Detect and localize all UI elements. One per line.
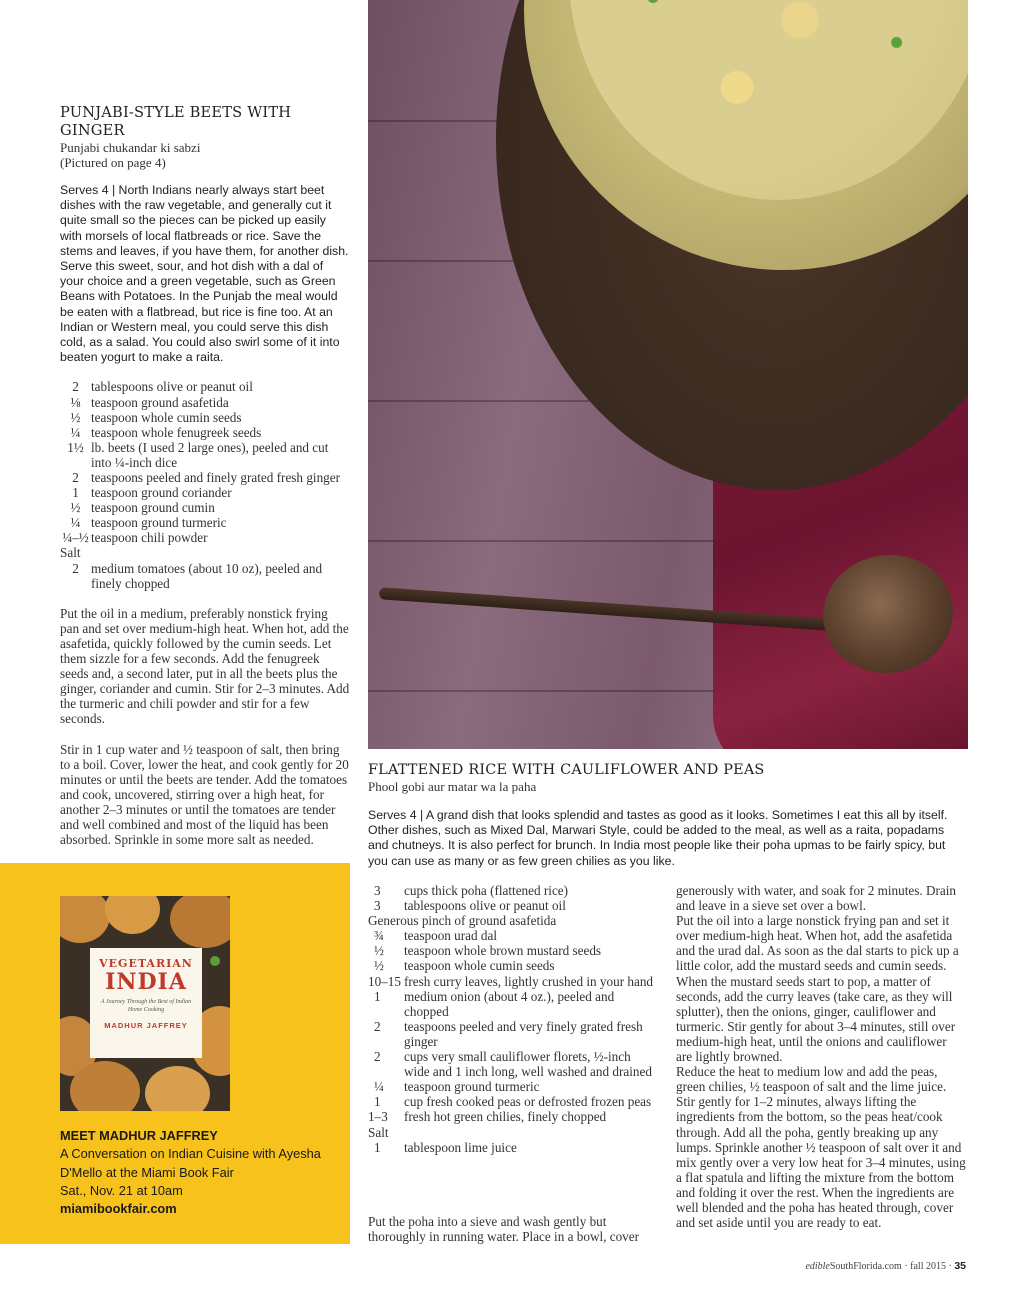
serves-label: Serves 4 | [368,808,424,822]
ingredient-row [60,545,350,560]
ingredient-text: teaspoon chili powder [91,530,208,546]
ingredient-text: teaspoon ground cumin [91,500,215,516]
ingredient-qty: 1 [374,988,381,1004]
ingredient-qty: ¼ [70,515,81,531]
ingredient-text: cup fresh cooked peas or defrosted frozen peas [404,1094,652,1110]
ingredient-qty: ½ [70,409,81,425]
method-step: Put the oil into a large nonstick frying pan and set it over medium-high heat. When hot, add the asafetida and the urad dal. As soon as the dal starts to pick up a little color, add the mustard seeds and cumin seeds. When the mustard seeds start to pop, a matter of seconds, add the curry leaves (take care, as they will splutter), then the onions, ginger, cauliflower and turmeric. Stir gently for about 3–4 minutes, still over medium-high heat, until the onions and cauliflower are lightly browned. [676,913,959,1065]
ingredient-qty: 10–15 [368,973,401,989]
recipe-note: (Pictured on page 4) [60,155,166,170]
book-tagline: A Journey Through the Best of Indian Home Cooking [100,999,192,1013]
ingredient-text: medium onion (about 4 oz.), peeled and chopped [404,988,615,1019]
ingredient-text: Generous pinch of ground asafetida [368,913,557,929]
page-footer [805,1260,966,1272]
method-step: generously with water, and soak for 2 minutes. Drain and leave in a sieve set over a bowl. [676,883,957,914]
footer-site: SouthFlorida.com · fall 2015 · [829,1261,952,1272]
ingredient-row [60,425,350,440]
ingredient-qty: 1½ [67,439,84,455]
recipe-subtitle: Punjabi chukandar ki sabzi [60,140,201,155]
book-title-line2: INDIA [105,969,187,995]
ingredient-row [60,440,350,470]
ingredient-text: tablespoon lime juice [404,1139,517,1155]
ingredient-text: cups thick poha (flattened rice) [404,883,569,898]
ingredient-text: teaspoon ground asafetida [91,394,229,410]
event-heading: MEET MADHUR JAFFREY [60,1128,218,1143]
ingredient-list [60,379,350,590]
serves-label: Serves 4 | [60,183,116,197]
ingredient-text: lb. beets (I used 2 large ones), peeled and cut into ¼-inch dice [91,439,329,470]
event-details [60,1127,340,1218]
ingredient-row [60,530,350,545]
ingredient-qty: ⅛ [70,394,81,410]
ingredient-row [368,928,658,943]
ingredient-qty: ¼–½ [62,530,89,546]
ingredient-text: medium tomatoes (about 10 oz), peeled and finely chopped [91,560,323,591]
ingredient-text: teaspoon ground turmeric [404,1079,540,1095]
recipe-intro [60,183,350,365]
ingredient-row [368,989,658,1019]
recipe-intro [368,808,966,869]
poha-dish [569,0,968,200]
ingredient-row [368,1079,658,1094]
ingredient-row [60,395,350,410]
event-promo-box [0,863,350,1244]
ingredient-row [368,1125,658,1140]
book-cover [60,896,230,1111]
wooden-bowl [496,0,968,490]
ingredient-qty: ¾ [374,928,384,944]
ingredient-qty: 1 [374,1139,381,1155]
book-title-card [90,948,202,1058]
ingredient-row [60,470,350,485]
ingredient-row [60,515,350,530]
ingredient-text: teaspoon whole cumin seeds [91,409,242,425]
method-step: Put the poha into a sieve and wash gently but thoroughly in running water. Place in a bowl, cover [368,1214,640,1245]
recipe-beets [60,104,350,847]
method-step: Reduce the heat to medium low and add the peas, green chilies, ½ teaspoon of salt and the lime juice. Stir gently for 1–2 minutes, always lifting the ingredients from the bottom, so the peas heat/cook through. Add all the poha, gently breaking up any lumps. Sprinkle another ½ teaspoon of salt over it and mix gently over a very low heat for 3–4 minutes, using a flat spatula and lifting the mixture from the bottom and folding it over the rest. When the ingredients are well blended and the poha has heated through, cover and set aside until you are ready to eat. [676,1064,966,1231]
ingredient-row [368,1109,658,1124]
intro-text: A grand dish that looks splendid and tastes as good as it looks. Sometimes I eat this all by itself. Other dishes, such as Mixed Dal, Marwari Style, could be added to the meal, as well as a raita, popadams and chutneys. It is also perfect for brunch. In India most people like their poha upmas to be fairly spicy, but you can use as many or as few green chilies as you like. [368,808,948,868]
ingredient-row [60,561,350,591]
event-description: A Conversation on Indian Cuisine with Ayesha D'Mello at the Miami Book Fair [60,1146,321,1180]
ingredient-row [368,1049,658,1079]
recipe-photo [368,0,968,749]
ingredient-row [368,898,658,913]
ingredient-text: teaspoon whole fenugreek seeds [91,424,262,440]
book-author: MADHUR JAFFREY [104,1021,188,1030]
ingredient-text: tablespoons olive or peanut oil [91,379,253,395]
ingredient-list [368,883,658,1155]
ingredient-qty: 2 [374,1018,381,1034]
ingredient-qty: 1 [72,485,79,501]
method-column [676,883,966,1230]
ingredient-qty: 3 [374,898,381,914]
ingredient-qty: 2 [374,1049,381,1065]
ingredient-row [368,913,658,928]
ingredient-text: Salt [60,545,81,561]
ingredient-row [368,1019,658,1049]
book-title-line1: VEGETARIAN [99,957,193,970]
ingredient-text: teaspoon ground turmeric [91,515,227,531]
ingredient-text: teaspoon ground coriander [91,485,232,501]
ingredient-text: teaspoons peeled and very finely grated fresh ginger [404,1018,643,1049]
ingredient-row [60,410,350,425]
page-number: 35 [954,1260,966,1272]
ingredient-text: teaspoons peeled and finely grated fresh ginger [91,470,341,485]
ingredient-row [60,500,350,515]
ingredient-text: cups very small cauliflower florets, ½-inch wide and 1 inch long, well washed and drained [404,1049,652,1080]
method-step: Stir in 1 cup water and ½ teaspoon of salt, then bring to a boil. Cover, lower the heat, and cook gently for 20 minutes or until the beets are tender. Add the tomatoes and cook, uncovered, stirring over a high heat, for another 2–3 minutes or until the tomatoes are tender and well combined and most of the liquid has been absorbed. Sprinkle in some more salt as needed. [60,741,349,848]
ingredient-qty: 2 [72,560,79,576]
ingredient-qty: ½ [374,943,384,959]
ingredient-qty: 1 [374,1094,381,1110]
ingredient-qty: ¼ [70,424,81,440]
ingredient-text: Salt [368,1124,389,1140]
ingredient-text: fresh hot green chilies, finely chopped [404,1109,607,1125]
ingredient-qty: ½ [70,500,81,516]
recipe-subtitle: Phool gobi aur matar wa la paha [368,779,537,794]
recipe-title: PUNJABI-STYLE BEETS WITH GINGER [60,104,292,139]
ingredient-text: teaspoon whole cumin seeds [404,958,555,974]
ingredient-text: fresh curry leaves, lightly crushed in your hand [404,973,654,989]
event-website-link[interactable]: miamibookfair.com [60,1201,177,1217]
ingredient-row [368,1094,658,1109]
event-date: Sat., Nov. 21 at 10am [60,1182,183,1198]
ingredient-text: teaspoon whole brown mustard seeds [404,943,602,959]
ingredient-row [368,958,658,973]
ingredient-qty: 3 [374,883,381,898]
method-step: Put the oil in a medium, preferably nonstick frying pan and set over medium-high heat. When hot, add the asafetida, quickly followed by the cumin seeds. Let them sizzle for a few seconds. Add the fenugreek seeds and, a second later, put in all the beets plus the ginger, coriander and cumin. Stir for 2–3 minutes. Add the turmeric and chili powder and stir for a few seconds. [60,605,350,727]
ingredient-row [60,485,350,500]
ingredient-text: tablespoons olive or peanut oil [404,898,566,914]
footer-brand: edible [805,1261,830,1272]
ingredient-row [60,379,350,394]
recipe-title: FLATTENED RICE WITH CAULIFLOWER AND PEAS [368,762,765,778]
ingredient-qty: ¼ [374,1079,384,1095]
ingredient-qty: 2 [72,379,79,395]
ingredient-row [368,1140,658,1155]
ingredient-row [368,974,658,989]
ingredient-qty: 2 [72,470,79,485]
ingredient-row [368,943,658,958]
intro-text: North Indians nearly always start beet dishes with the raw vegetable, and generally cut it quite small so the pieces can be picked up easily with morsels of local flatbreads or rice. Save the stems and leaves, if you have them, for another dish. Serve this sweet, sour, and hot dish with a dal of your choice and a green vegetable, such as Green Beans with Potatoes. In the Punjab the meal would be eaten with a flatbread, but rice is fine too. At an Indian or Western meal, you could serve this dish cold, as a salad. You could also swirl some of it into beaten yogurt to make a raita. [60,183,349,365]
ingredient-row [368,883,658,898]
ingredient-qty: 1–3 [368,1109,388,1125]
ingredient-text: teaspoon urad dal [404,928,498,944]
ingredient-qty: ½ [374,958,384,974]
